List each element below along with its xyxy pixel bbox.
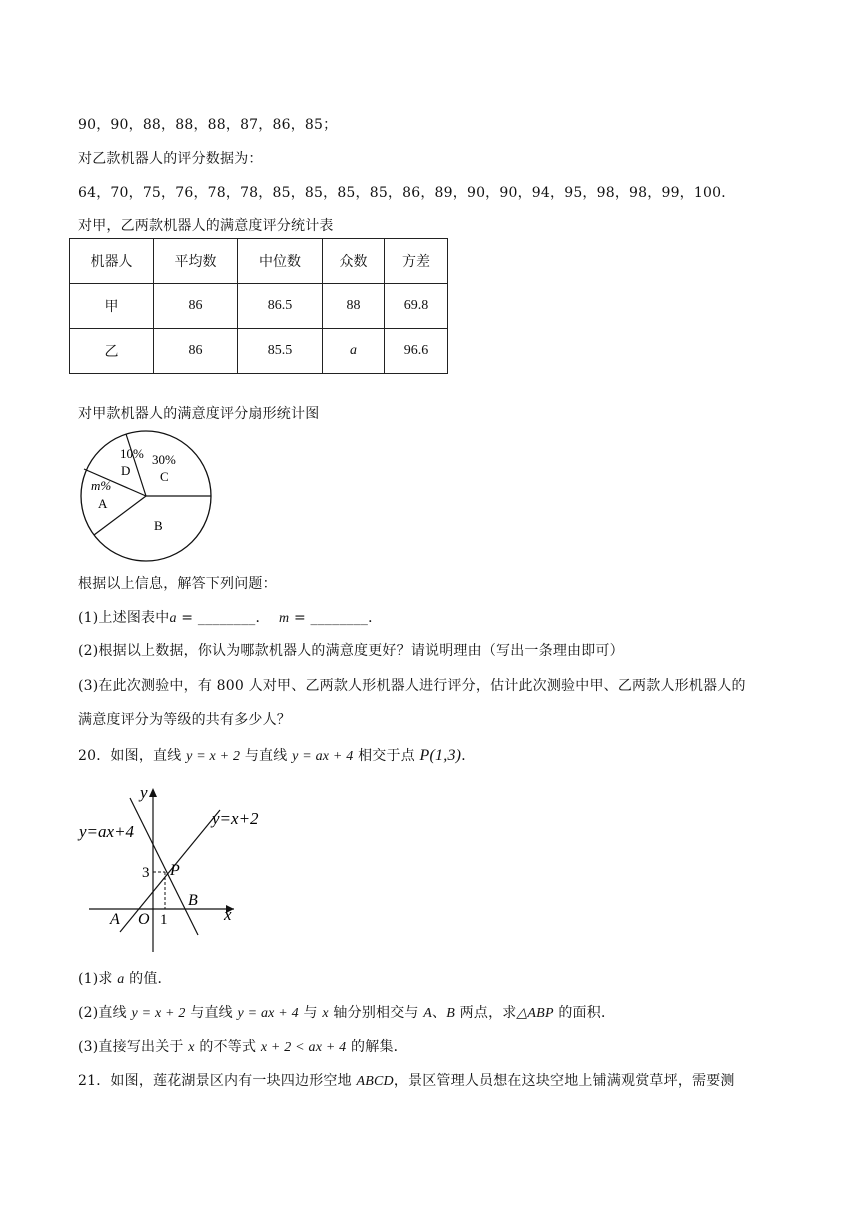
q19-part1 [78, 607, 382, 627]
point-a-label: A [110, 911, 120, 928]
q20-part2 [78, 1002, 615, 1022]
q20-text: (2)直线 [78, 1005, 132, 1021]
var-a: a [117, 972, 125, 987]
table-cell: 86 [154, 284, 238, 329]
point-p-label: P [170, 862, 180, 879]
q20-part3 [78, 1036, 408, 1056]
table-cell: 88 [323, 284, 385, 329]
q20-stem [78, 745, 475, 765]
slice-d-letter: D [121, 463, 131, 478]
header-cell: 众数 [323, 239, 385, 284]
yi-scores-label: 对乙款机器人的评分数据为： [78, 151, 263, 167]
label-line-x2: y=x+2 [212, 809, 259, 828]
table-header-row [70, 239, 448, 284]
blank: = ________． [176, 610, 270, 626]
var-B: B [446, 1006, 456, 1021]
tick-y-label: 3 [142, 865, 150, 881]
q20-text: (1)求 [78, 971, 118, 987]
header-cell: 方差 [385, 239, 448, 284]
table-cell: 乙 [70, 329, 154, 374]
q20-text: 的解集． [346, 1039, 408, 1055]
q20-text: 的值． [124, 971, 172, 987]
equation: y = x + 2 [131, 1006, 186, 1021]
q19-part3-line1: (3)在此次测验中，有 800 人对甲、乙两款人形机器人进行评分，估计此次测验中甲、乙两款人形机器人的 [78, 678, 746, 694]
inequality: x + 2 < ax + 4 [260, 1040, 347, 1055]
table-cell: 甲 [70, 284, 154, 329]
equation: y = ax + 4 [237, 1006, 299, 1021]
tick-x-label: 1 [160, 912, 168, 928]
q19-intro: 根据以上信息，解答下列问题： [78, 576, 277, 592]
q20-text: 轴分别相交与 [328, 1005, 424, 1021]
header-cell: 机器人 [70, 239, 154, 284]
q21-text: ，景区管理人员想在这块空地上铺满观赏草坪，需要测 [393, 1073, 735, 1089]
slice-c-letter: C [160, 469, 169, 484]
stats-table [69, 238, 448, 374]
table-title: 对甲，乙两款机器人的满意度评分统计表 [78, 218, 334, 234]
q20-text: 两点，求 [455, 1005, 517, 1021]
equation: y = x + 2 [186, 749, 241, 764]
blank: = ________． [289, 610, 383, 626]
q20-text: 与 [298, 1005, 323, 1021]
slice-b-letter: B [154, 518, 163, 533]
var-m: m [278, 611, 290, 626]
q20-text: 与直线 [185, 1005, 238, 1021]
table-cell: a [323, 329, 385, 374]
table-row [70, 329, 448, 374]
var-a: a [169, 611, 177, 626]
q20-text: 的不等式 [194, 1039, 261, 1055]
pie-title: 对甲款机器人的满意度评分扇形统计图 [78, 406, 320, 422]
y-axis-label: y [140, 783, 148, 802]
slice-a-percent: m% [91, 478, 112, 493]
q20-text: (3)直接写出关于 [78, 1039, 189, 1055]
header-cell: 平均数 [154, 239, 238, 284]
origin-label: O [138, 911, 150, 928]
var-A: A [423, 1006, 433, 1021]
quad-abcd: ABCD [356, 1074, 394, 1089]
equation: y = ax + 4 [292, 749, 354, 764]
q20-text: 、 [432, 1005, 447, 1021]
table-cell: 86.5 [238, 284, 323, 329]
jia-scores-line: 90，90，88，88，88，87，86，85； [78, 117, 338, 133]
y-axis-arrow [149, 788, 157, 797]
q20-text: 20．如图，直线 [78, 748, 187, 764]
slice-c-percent: 30% [152, 452, 176, 467]
q19-part1-text: (1)上述图表中 [78, 610, 170, 626]
q20-text: ． [461, 748, 476, 764]
line-graph [74, 782, 284, 962]
x-axis-label: x [224, 905, 232, 924]
yi-scores-line: 64，70，75，76，78，78，85，85，85，85，86，89，90，90，94，95，98，98，99，100． [78, 185, 736, 201]
q19-part3-line2: 满意度评分为等级的共有多少人？ [78, 712, 291, 728]
table-cell: 85.5 [238, 329, 323, 374]
q21-stem [78, 1070, 735, 1090]
pie-chart [76, 426, 216, 566]
q20-text: 与直线 [240, 748, 293, 764]
q20-part1 [78, 968, 172, 988]
table-cell: 69.8 [385, 284, 448, 329]
q19-part2: (2)根据以上数据，你认为哪款机器人的满意度更好？请说明理由（写出一条理由即可） [78, 643, 624, 659]
header-cell: 中位数 [238, 239, 323, 284]
triangle-abp: △ABP [516, 1006, 554, 1021]
label-line-ax4: y=ax+4 [79, 822, 135, 841]
q21-text: 21．如图，莲花湖景区内有一块四边形空地 [78, 1073, 357, 1089]
q20-text: 相交于点 [353, 748, 420, 764]
var-x: x [322, 1006, 329, 1021]
slice-a-letter: A [98, 496, 108, 511]
table-cell: 96.6 [385, 329, 448, 374]
table-cell: 86 [154, 329, 238, 374]
point-b-label: B [188, 892, 198, 909]
q20-text: 的面积． [553, 1005, 616, 1021]
table-row [70, 284, 448, 329]
slice-d-percent: 10% [120, 446, 144, 461]
point-p: P(1,3) [419, 747, 462, 764]
var-x: x [188, 1040, 195, 1055]
